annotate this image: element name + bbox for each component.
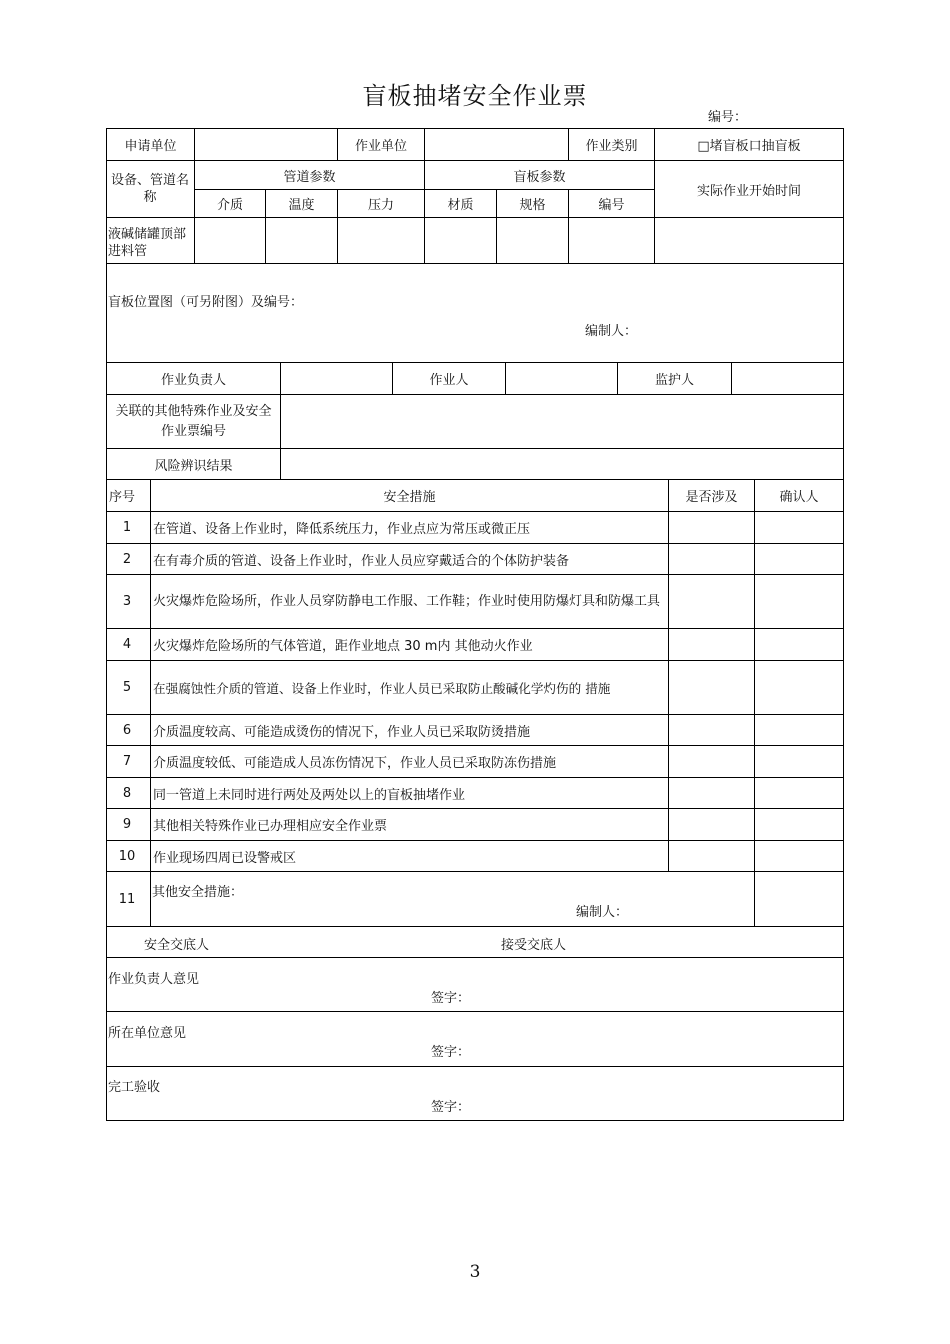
measure-confirmer-field[interactable] [755, 544, 843, 574]
completion-acceptance-label: 完工验收 [108, 1080, 161, 1095]
measure-no: 5 [122, 680, 132, 695]
work-leader-label: 作业负责人 [160, 373, 226, 388]
measure-involved-field[interactable] [669, 841, 754, 871]
measure-no: 1 [122, 520, 132, 535]
measure-text: 介质温度较低、可能造成人员冻伤情况下，作业人员已采取防冻伤措施 [153, 756, 557, 771]
measure-confirmer-field[interactable] [755, 512, 843, 543]
related-permits-label: 关联的其他特殊作业及安全作业票编号 [115, 403, 272, 439]
work-leader-field[interactable] [281, 363, 392, 394]
seq-header: 序号 [108, 490, 135, 505]
form-title: 盲板抽堵安全作业票 [362, 82, 588, 110]
frame-right [843, 128, 844, 1121]
measures-header: 安全措施 [383, 490, 436, 505]
work-type-label: 作业类别 [585, 139, 638, 154]
material-field[interactable] [425, 218, 496, 263]
measure-text: 在有毒介质的管道、设备上作业时，作业人员应穿戴适合的个体防护装备 [153, 553, 570, 569]
temperature-header: 温度 [288, 198, 315, 213]
involved-header: 是否涉及 [685, 490, 738, 505]
start-time-field[interactable] [655, 218, 843, 263]
spec-field[interactable] [497, 218, 568, 263]
measure-no: 8 [122, 785, 132, 801]
measure-text: 作业现场四周已设警戒区 [153, 850, 297, 866]
apply-unit-label: 申请单位 [124, 139, 177, 154]
related-permits-field[interactable] [281, 395, 843, 448]
pipe-params-header: 管道参数 [283, 169, 336, 185]
measure-no: 2 [122, 551, 132, 567]
work-unit-field[interactable] [425, 129, 568, 160]
measure-text: 同一管道上未同时进行两处及两处以上的盲板抽堵作业 [153, 787, 466, 803]
measure-text: 火灾爆炸危险场所，作业人员穿防静电工作服、工作鞋；作业时使用防爆灯具和防爆工具 [153, 594, 661, 609]
number-field[interactable] [569, 218, 654, 263]
measure-involved-field[interactable] [669, 512, 754, 543]
medium-header: 介质 [216, 198, 243, 213]
measure-involved-field[interactable] [669, 661, 754, 714]
measure-involved-field[interactable] [669, 575, 754, 628]
leader-opinion-sign: 签字： [431, 991, 471, 1006]
risk-result-label: 风险辨识结果 [154, 458, 233, 474]
measure-no: 10 [118, 848, 136, 864]
measure-no: 9 [122, 817, 132, 832]
guardian-label: 监护人 [654, 373, 694, 388]
measure-no: 6 [122, 722, 132, 738]
material-header: 材质 [447, 198, 474, 213]
temperature-field[interactable] [266, 218, 337, 263]
equipment-label: 设备、管道名称 [110, 173, 189, 205]
number-header: 编号 [598, 198, 625, 213]
worker-label: 作业人 [429, 373, 469, 388]
work-unit-label: 作业单位 [354, 139, 407, 154]
medium-field[interactable] [195, 218, 265, 263]
serial-number-label: 编号： [708, 110, 748, 125]
measure-confirmer-field[interactable] [755, 778, 843, 808]
measure-no: 11 [118, 891, 136, 907]
measure-confirmer-field[interactable] [755, 872, 843, 926]
measure-text: 其他相关特殊作业已办理相应安全作业票 [153, 819, 388, 834]
leader-opinion-label: 作业负责人意见 [108, 972, 200, 987]
measure-no: 4 [122, 637, 132, 652]
measure-no: 3 [122, 594, 132, 609]
measure-involved-field[interactable] [669, 778, 754, 808]
measure-text: 介质温度较高、可能造成烫伤的情况下，作业人员已采取防烫措施 [153, 724, 531, 740]
measure-no: 7 [122, 754, 132, 769]
risk-result-field[interactable] [281, 449, 843, 479]
equipment-value: 液碱储罐顶部进料管 [108, 227, 187, 259]
measure-confirmer-field[interactable] [755, 629, 843, 660]
worker-field[interactable] [506, 363, 617, 394]
measure-involved-field[interactable] [669, 746, 754, 777]
measure-confirmer-field[interactable] [755, 746, 843, 777]
measure-involved-field[interactable] [669, 629, 754, 660]
measure-involved-field[interactable] [669, 715, 754, 745]
pressure-header: 压力 [367, 198, 394, 213]
completion-acceptance-sign: 签字： [431, 1100, 471, 1115]
blind-params-header: 盲板参数 [513, 169, 566, 185]
measure-other-editor: 编制人： [576, 905, 629, 920]
diagram-editor-label: 编制人： [585, 324, 638, 339]
work-type-options[interactable]: □堵盲板口抽盲板 [697, 139, 801, 154]
measure-confirmer-field[interactable] [755, 841, 843, 871]
measure-involved-field[interactable] [669, 544, 754, 574]
disclosure-receiver-label: 接受交底人 [501, 938, 567, 953]
unit-opinion-sign: 签字： [431, 1045, 471, 1060]
measure-involved-field[interactable] [669, 809, 754, 840]
measure-confirmer-field[interactable] [755, 661, 843, 714]
page-number: 3 [469, 1262, 481, 1282]
measure-confirmer-field[interactable] [755, 809, 843, 840]
spec-header: 规格 [519, 198, 546, 213]
measure-other-label: 其他安全措施： [152, 885, 244, 900]
measure-text: 在强腐蚀性介质的管道、设备上作业时，作业人员已采取防止酸碱化学灼伤的 措施 [153, 681, 611, 696]
confirmer-header: 确认人 [779, 490, 819, 505]
pressure-field[interactable] [338, 218, 424, 263]
apply-unit-field[interactable] [195, 129, 337, 160]
measure-confirmer-field[interactable] [755, 575, 843, 628]
safety-discloser-label: 安全交底人 [144, 938, 210, 953]
unit-opinion-label: 所在单位意见 [108, 1026, 187, 1041]
measure-confirmer-field[interactable] [755, 715, 843, 745]
start-time-header: 实际作业开始时间 [696, 183, 801, 199]
diagram-label: 盲板位置图（可另附图）及编号： [108, 295, 304, 310]
measure-text: 在管道、设备上作业时，降低系统压力，作业点应为常压或微正压 [153, 522, 531, 537]
measure-text: 火灾爆炸危险场所的气体管道，距作业地点 30 m内 其他动火作业 [153, 639, 533, 654]
frame-bottom [106, 1120, 844, 1121]
guardian-field[interactable] [732, 363, 843, 394]
